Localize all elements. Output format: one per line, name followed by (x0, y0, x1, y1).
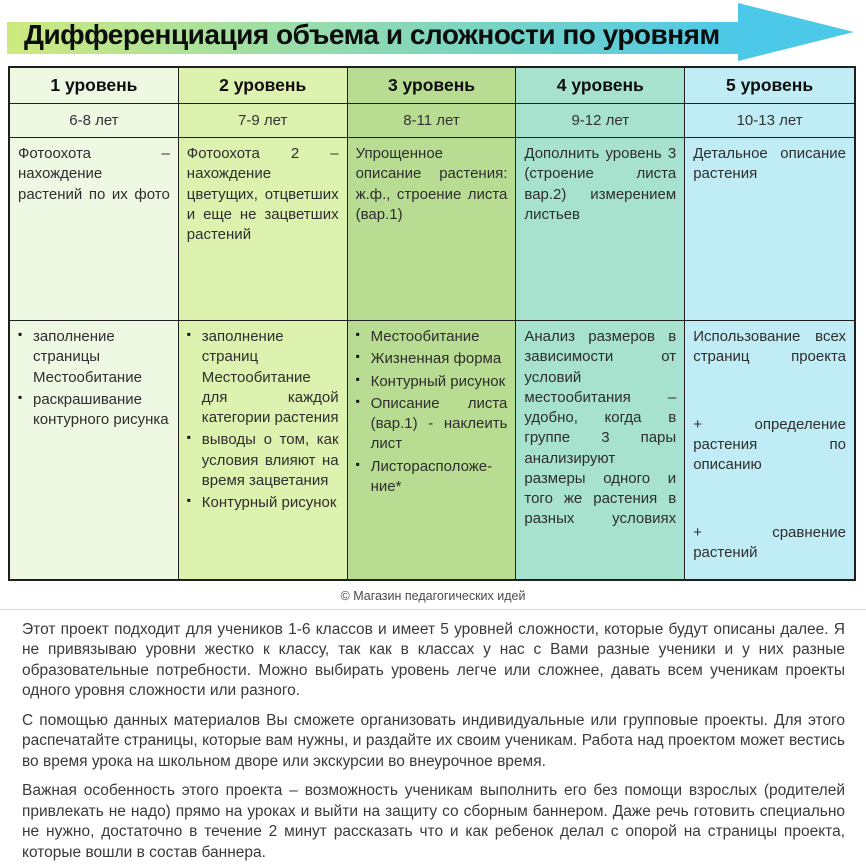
level-3-age: 8-11 лет (348, 104, 517, 138)
level-4-tasks-cell (516, 321, 685, 579)
task-item: ▪ заполнение страницы Местообитание (18, 327, 170, 388)
level-5-tasks-block: + сравнение растений (693, 523, 846, 561)
task-item: ▪ Контурный рисунок (356, 372, 508, 392)
level-2-age: 7-9 лет (179, 104, 348, 138)
level-2-task-list (187, 327, 339, 513)
level-1-tasks-cell (10, 321, 179, 579)
level-5-description-cell (685, 138, 854, 321)
paragraph: Важная особенность этого проекта – возможность ученикам выполнить его без помощи взрослых (родителей привлекать не надо) прямо на уроках и выйти на защиту со сборным баннером. Даже речь готовить специально не нужно, достаточно в течение 2 минут рассказать что и как ребенок делал с опорой на страницы проекта, которые вошли в состав баннера. (22, 782, 845, 861)
copyright-note: © Магазин педагогических идей (340, 589, 526, 603)
level-1-description-cell (10, 138, 179, 321)
level-5-tasks-block: + определение растения по описанию (693, 415, 846, 474)
level-4-tasks-text: Анализ размеров в зависимости от условий местообитания – удобно, когда в группе 3 пары анализируют размеры одного и того же растения в разных условиях (524, 328, 677, 528)
level-1-task-list (18, 327, 170, 430)
level-1-header: 1 уровень (10, 68, 179, 104)
task-item: ▪ выводы о том, как условия влияют на время зацветания (187, 430, 339, 491)
task-item: ▪ раскрашивание контурного рисунка (18, 390, 170, 431)
level-1-description: Фотоохота – нахождение растений по их фото (18, 145, 170, 203)
task-item: ▪ Листорасположе-ние* (356, 457, 508, 498)
level-5-description: Детальное описание растения (693, 145, 846, 183)
level-2-header: 2 уровень (179, 68, 348, 104)
page-title: Дифференциация объема и сложности по уровням (24, 19, 720, 50)
level-3-tasks-cell (348, 321, 517, 579)
levels-table (8, 66, 856, 581)
level-3-task-list (356, 327, 508, 497)
task-item: ▪ Описание листа (вар.1) - наклеить лист (356, 394, 508, 455)
task-item: ▪ Контурный рисунок (187, 493, 339, 513)
level-5-header: 5 уровень (685, 68, 854, 104)
level-1-age: 6-8 лет (10, 104, 179, 138)
level-2-description: Фотоохота 2 – нахождение цветущих, отцветших и еще не зацветших растений (186, 145, 339, 243)
level-3-header: 3 уровень (348, 68, 517, 104)
description-text-section (0, 610, 866, 863)
level-2-tasks-cell (179, 321, 348, 579)
level-5-tasks-cell (685, 321, 854, 579)
level-2-description-cell (179, 138, 348, 321)
level-3-description: Упрощенное описание растения: ж.ф., строение листа (вар.1) (355, 145, 508, 223)
level-4-age: 9-12 лет (516, 104, 685, 138)
level-3-description-cell (348, 138, 517, 321)
task-item: ▪ Жизненная форма (356, 349, 508, 369)
level-5-age: 10-13 лет (685, 104, 854, 138)
task-item: ▪ Местообитание (356, 327, 508, 347)
task-item: ▪ заполнение страниц Местообитание для каждой категории растения (187, 327, 339, 428)
paragraph: Этот проект подходит для учеников 1-6 классов и имеет 5 уровней сложности, которые будут описаны далее. Я не привязываю уровни жестко к классу, так как в классах у нас с Вами разные ученики и у них разные образовательные потребности. Можно выбирать уровень легче или сложнее, давать всем ученикам проекты одного уровня сложности или разного. (22, 621, 845, 700)
title-banner (0, 0, 866, 62)
level-4-description: Дополнить уровень 3 (строение листа вар.2) измерением листьев (524, 145, 677, 223)
level-5-tasks-block: Использование всех страниц проекта (693, 328, 846, 366)
banner-arrow-head-icon (738, 3, 854, 61)
level-4-header: 4 уровень (516, 68, 685, 104)
paragraph: С помощью данных материалов Вы сможете организовать индивидуальные или групповые проекты. Для этого распечатайте страницы, которые вам нужны, и раздайте их своим ученикам. Работа над проектом может вестись во время урока на школьном дворе или экскурсии во внеурочное время. (22, 711, 845, 770)
level-4-description-cell (516, 138, 685, 321)
